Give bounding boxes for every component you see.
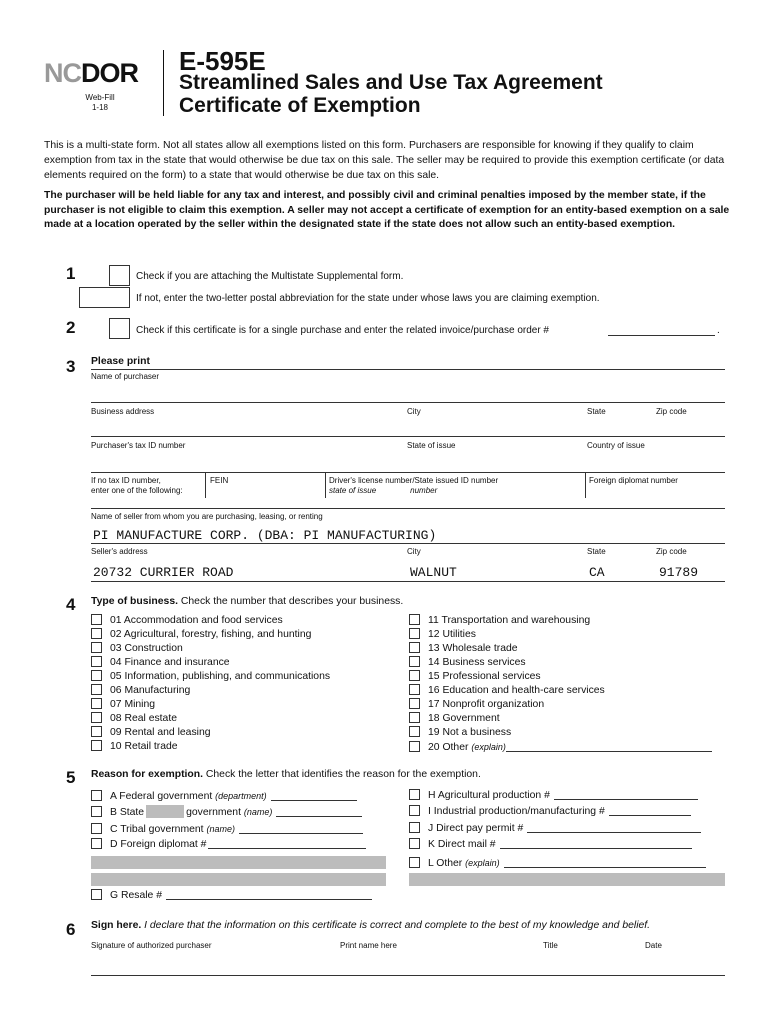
business-type-checkbox[interactable]	[91, 628, 102, 639]
business-type-option[interactable]	[91, 740, 330, 754]
business-type-checkbox[interactable]	[91, 670, 102, 681]
business-type-label: 13 Wholesale trade	[428, 643, 518, 654]
section-4-number: 4	[66, 595, 76, 614]
business-type-label: 16 Education and health-care services	[428, 685, 605, 696]
reason-a-input[interactable]	[271, 790, 357, 801]
reason-j-option[interactable]	[409, 822, 701, 836]
reason-k-checkbox[interactable]	[409, 838, 420, 849]
business-type-option[interactable]	[409, 670, 712, 684]
reason-c-hint: (name)	[206, 824, 235, 834]
reason-c-label: C Tribal government	[110, 824, 207, 835]
business-type-option[interactable]	[409, 628, 712, 642]
business-type-checkbox[interactable]	[409, 712, 420, 723]
reason-b-label: B State	[110, 807, 145, 818]
reason-k-input[interactable]	[500, 838, 692, 849]
business-type-option[interactable]	[91, 712, 330, 726]
business-type-option[interactable]	[409, 642, 712, 656]
business-type-option[interactable]	[409, 712, 712, 726]
dl-divider	[325, 472, 326, 498]
header-divider	[163, 50, 164, 116]
reason-l-label: L Other	[428, 858, 466, 869]
business-type-heading	[91, 596, 403, 607]
business-type-option[interactable]	[91, 670, 330, 684]
reason-a-hint: (department)	[215, 791, 267, 801]
reason-d-label: D Foreign diplomat #	[110, 839, 207, 850]
reason-b-label2: government	[186, 807, 244, 818]
business-type-option[interactable]	[91, 628, 330, 642]
reason-h-label: H Agricultural production #	[428, 790, 550, 801]
seller-name-value[interactable]: PI MANUFACTURE CORP. (DBA: PI MANUFACTURING)	[93, 528, 437, 543]
seller-address-value[interactable]: 20732 CURRIER ROAD	[93, 565, 234, 580]
business-type-label: 11 Transportation and warehousing	[428, 615, 591, 626]
reason-l-option[interactable]	[409, 856, 706, 871]
reason-j-checkbox[interactable]	[409, 822, 420, 833]
liability-warning: The purchaser will be held liable for any tax and interest, and possibly civil and criminal penalties imposed by the member state, if the purchaser is not eligible to claim this exemption. A seller may not accept a certificate of exemption for an entity-based exemption on a sale made at a location operated by the seller within the designated state if the state does not allow such an entity-based exemption.	[44, 190, 730, 231]
business-type-checkbox[interactable]	[409, 684, 420, 695]
signature-line[interactable]	[91, 975, 725, 976]
purchaser-name-line[interactable]	[91, 369, 725, 370]
business-type-other-hint: (explain)	[471, 742, 506, 752]
form-title-line2: Certificate of Exemption	[179, 94, 421, 117]
web-fill-note	[80, 93, 120, 113]
business-type-left-list	[91, 614, 330, 754]
business-type-label: 19 Not a business	[428, 727, 512, 738]
business-type-label: 09 Rental and leasing	[110, 727, 211, 738]
dl-number-label: number	[410, 486, 438, 495]
reason-b-input[interactable]	[276, 806, 362, 817]
reason-d-checkbox[interactable]	[91, 838, 102, 849]
fein-divider	[205, 472, 206, 498]
reason-h-input[interactable]	[554, 789, 698, 800]
reason-a-option[interactable]	[91, 789, 357, 804]
business-type-option[interactable]	[409, 726, 712, 740]
reason-h-option[interactable]	[409, 789, 698, 803]
reason-i-option[interactable]	[409, 805, 691, 819]
business-type-option[interactable]	[409, 656, 712, 670]
reason-l-hint: (explain)	[465, 858, 500, 868]
reason-d-input[interactable]	[208, 838, 366, 849]
seller-zip-label: Zip code	[656, 547, 687, 556]
business-type-label: 08 Real estate	[110, 713, 178, 724]
business-type-checkbox[interactable]	[91, 698, 102, 709]
business-type-label: 03 Construction	[110, 643, 183, 654]
invoice-number-input[interactable]	[608, 335, 715, 336]
declaration-text	[91, 920, 650, 931]
section-5-number: 5	[66, 768, 76, 787]
section-1-number: 1	[66, 264, 76, 283]
form-title-line1: Streamlined Sales and Use Tax Agreement	[179, 71, 603, 94]
seller-address-label: Seller's address	[91, 547, 148, 556]
business-type-label: 04 Finance and insurance	[110, 657, 230, 668]
diplomat-divider	[585, 472, 586, 498]
business-type-label: 15 Professional services	[428, 671, 541, 682]
business-type-checkbox[interactable]	[91, 726, 102, 737]
business-type-label: 01 Accommodation and food services	[110, 615, 283, 626]
business-city-label: City	[407, 407, 421, 416]
business-type-right-list	[409, 614, 712, 755]
exemption-reason-heading-bold: Reason for exemption.	[91, 769, 204, 780]
business-type-heading-rest: Check the number that describes your business.	[178, 596, 404, 607]
reason-h-checkbox[interactable]	[409, 789, 420, 800]
business-type-label: 05 Information, publishing, and communications	[110, 671, 331, 682]
form-number: E-595E	[179, 46, 266, 76]
business-type-checkbox[interactable]	[91, 712, 102, 723]
no-tax-id-label	[91, 476, 183, 496]
business-type-option[interactable]	[409, 698, 712, 712]
no-tax-id-line1: If no tax ID number,	[91, 476, 161, 485]
state-abbreviation-input[interactable]	[79, 287, 130, 308]
date-label: Date	[645, 941, 662, 950]
business-type-checkbox[interactable]	[409, 656, 420, 667]
ncdor-logo	[44, 58, 138, 89]
business-type-checkbox[interactable]	[409, 698, 420, 709]
id-row-top-line	[91, 472, 725, 473]
dl-label-line1: Driver's license number/State issued ID number	[329, 476, 499, 485]
business-type-checkbox[interactable]	[91, 656, 102, 667]
seller-city-label: City	[407, 547, 421, 556]
business-type-option[interactable]	[91, 642, 330, 656]
seller-state-label: State	[587, 547, 606, 556]
web-fill-label: Web-Fill	[85, 93, 115, 102]
reason-g-checkbox[interactable]	[91, 889, 102, 900]
reason-b-option[interactable]	[91, 805, 362, 820]
reason-l-checkbox[interactable]	[409, 857, 420, 868]
reason-g-option[interactable]	[91, 889, 372, 903]
state-abbreviation-label: If not, enter the two-letter postal abbreviation for the state under whose laws you are claiming exemption.	[136, 293, 600, 304]
purchaser-name-label: Name of purchaser	[91, 372, 160, 381]
business-address-line[interactable]	[91, 402, 725, 403]
business-type-other-option[interactable]	[409, 740, 712, 755]
reason-d-option[interactable]	[91, 838, 366, 852]
business-type-label: 17 Nonprofit organization	[428, 699, 545, 710]
reason-a-checkbox[interactable]	[91, 790, 102, 801]
business-type-label: 07 Mining	[110, 699, 156, 710]
business-type-label: 02 Agricultural, forestry, fishing, and hunting	[110, 629, 312, 640]
reason-i-checkbox[interactable]	[409, 805, 420, 816]
tax-id-label: Purchaser's tax ID number	[91, 441, 186, 450]
business-type-option[interactable]	[91, 698, 330, 712]
seller-address-line	[91, 581, 725, 582]
logo-dor: DOR	[81, 58, 138, 88]
foreign-diplomat-label: Foreign diplomat number	[589, 476, 678, 485]
business-type-option[interactable]	[91, 726, 330, 740]
reason-b-state-field[interactable]	[146, 805, 184, 818]
business-type-checkbox[interactable]	[91, 614, 102, 625]
business-type-checkbox[interactable]	[409, 642, 420, 653]
multistate-supplemental-checkbox[interactable]	[109, 265, 130, 286]
single-purchase-period: .	[717, 325, 720, 336]
business-type-other-input[interactable]	[506, 741, 712, 752]
reason-f-disabled-field	[91, 873, 386, 886]
reason-l-input[interactable]	[504, 857, 706, 868]
fein-label: FEIN	[210, 476, 229, 485]
business-type-label: 06 Manufacturing	[110, 685, 191, 696]
signature-label: Signature of authorized purchaser	[91, 941, 212, 950]
business-type-heading-bold: Type of business.	[91, 596, 178, 607]
logo-nc: NC	[44, 58, 81, 88]
reason-k-label: K Direct mail #	[428, 839, 496, 850]
print-name-label: Print name here	[340, 941, 397, 950]
section-6-number: 6	[66, 920, 76, 939]
business-type-option[interactable]	[91, 656, 330, 670]
reason-i-label: I Industrial production/manufacturing #	[428, 806, 605, 817]
business-type-checkbox[interactable]	[91, 642, 102, 653]
reason-c-checkbox[interactable]	[91, 823, 102, 834]
intro-paragraph: This is a multi-state form. Not all states allow all exemptions listed on this form. Purchasers are responsible for knowing if they qualify to claim exemption from tax in the state that would otherwise be due tax on this sale. The seller may be required to provide this exemption certificate (or data elements required on the form) to a state that would otherwise be due tax on this sale.	[44, 140, 725, 181]
business-type-label: 12 Utilities	[428, 629, 476, 640]
business-type-label: 10 Retail trade	[110, 741, 178, 752]
business-type-checkbox[interactable]	[91, 684, 102, 695]
reason-k-option[interactable]	[409, 838, 692, 852]
reason-a-label: A Federal government	[110, 791, 216, 802]
reason-j-label: J Direct pay permit #	[428, 823, 524, 834]
business-type-option[interactable]	[91, 614, 330, 628]
seller-city-value[interactable]: WALNUT	[410, 565, 457, 580]
single-purchase-checkbox[interactable]	[109, 318, 130, 339]
business-state-label: State	[587, 407, 606, 416]
declaration-statement: I declare that the information on this certificate is correct and complete to the best of my knowledge and belief.	[141, 920, 651, 931]
business-type-checkbox[interactable]	[91, 740, 102, 751]
business-type-checkbox[interactable]	[409, 741, 420, 752]
drivers-license-label	[329, 476, 498, 496]
business-zip-label: Zip code	[656, 407, 687, 416]
multistate-supplemental-label: Check if you are attaching the Multistate Supplemental form.	[136, 271, 404, 282]
reason-c-input[interactable]	[239, 823, 363, 834]
business-type-label: 14 Business services	[428, 657, 526, 668]
business-type-checkbox[interactable]	[409, 614, 420, 625]
business-type-label: 18 Government	[428, 713, 500, 724]
seller-name-label: Name of seller from whom you are purchasing, leasing, or renting	[91, 512, 323, 521]
business-address-label: Business address	[91, 407, 155, 416]
business-type-checkbox[interactable]	[409, 628, 420, 639]
exemption-reason-heading-rest: Check the letter that identifies the reason for the exemption.	[203, 769, 481, 780]
please-print-label: Please print	[91, 356, 150, 367]
form-version: 1-18	[91, 103, 108, 112]
reason-b-checkbox[interactable]	[91, 806, 102, 817]
reason-b-hint: (name)	[243, 807, 273, 817]
seller-name-line	[91, 543, 725, 544]
title-label: Title	[543, 941, 558, 950]
business-type-option[interactable]	[409, 684, 712, 698]
reason-i-input[interactable]	[609, 805, 691, 816]
reason-c-option[interactable]	[91, 822, 363, 837]
reason-g-label: G Resale #	[110, 890, 162, 901]
tax-id-state-label: State of issue	[407, 441, 456, 450]
business-type-option[interactable]	[409, 614, 712, 628]
exemption-reason-heading	[91, 769, 481, 780]
tax-id-line[interactable]	[91, 436, 725, 437]
business-type-checkbox[interactable]	[409, 726, 420, 737]
dl-state-label: state of issue	[329, 486, 377, 495]
no-tax-id-line2: enter one of the following:	[91, 486, 183, 495]
seller-state-value[interactable]: CA	[589, 565, 605, 580]
business-type-option[interactable]	[91, 684, 330, 698]
reason-g-input[interactable]	[166, 889, 372, 900]
seller-zip-value[interactable]: 91789	[659, 565, 699, 580]
business-type-other-label: 20 Other	[428, 742, 472, 753]
reason-j-input[interactable]	[527, 822, 701, 833]
reason-e-disabled-field	[91, 856, 386, 869]
business-type-checkbox[interactable]	[409, 670, 420, 681]
sign-here-label: Sign here.	[91, 920, 142, 931]
seller-name-top-line	[91, 508, 725, 509]
section-2-number: 2	[66, 318, 76, 337]
single-purchase-label: Check if this certificate is for a single purchase and enter the related invoice/purchase order #	[136, 325, 549, 336]
section-3-number: 3	[66, 357, 76, 376]
reason-m-disabled-field	[409, 873, 725, 886]
tax-id-country-label: Country of issue	[587, 441, 645, 450]
